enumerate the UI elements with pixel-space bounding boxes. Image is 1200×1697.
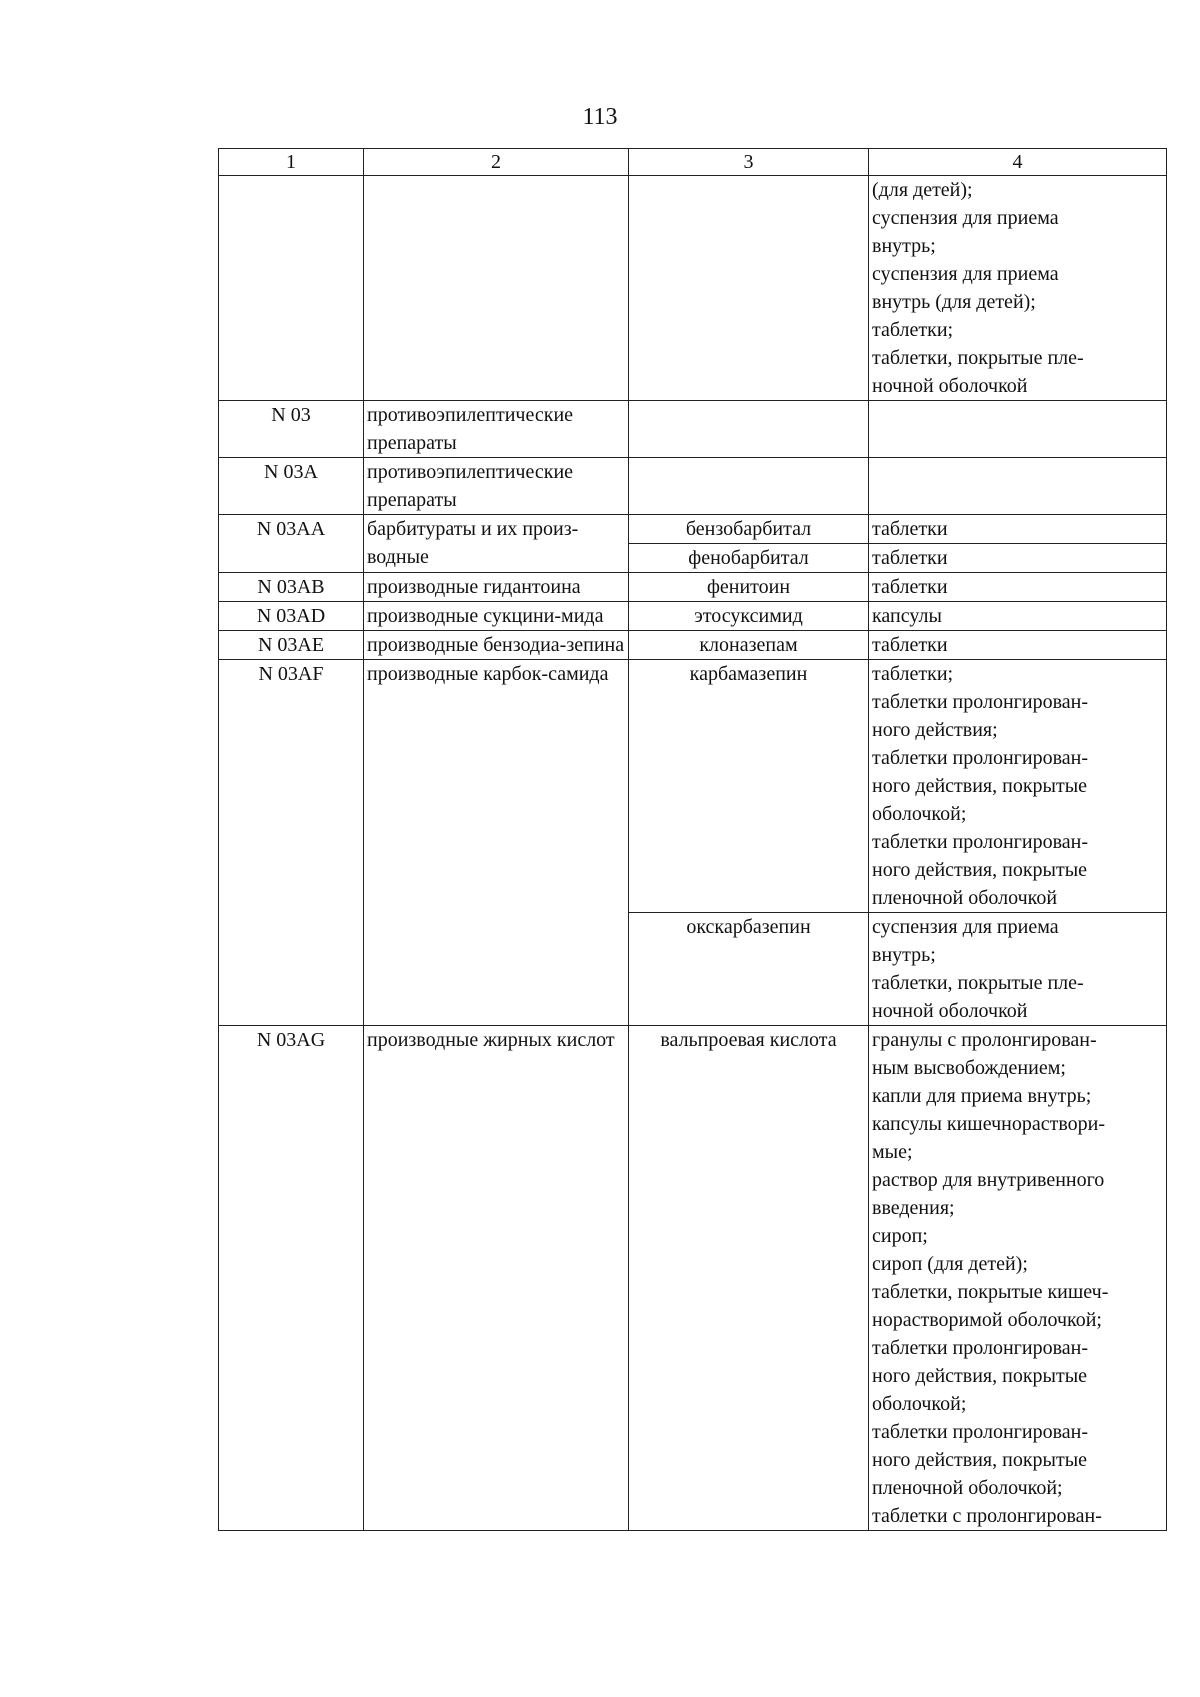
atc-code-cell — [219, 176, 364, 401]
group-cell: производные гидантоина — [364, 573, 629, 602]
forms-cell: суспензия для приема внутрь; таблетки, покрытые пле- ночной оболочкой — [869, 913, 1167, 1026]
group-cell: противоэпилептические препараты — [364, 401, 629, 458]
table-row — [219, 573, 1167, 602]
group-cell: производные карбок-самида — [364, 660, 629, 1026]
forms-cell: капсулы — [869, 602, 1167, 631]
drug-cell: бензобарбитал — [629, 515, 869, 544]
atc-code-cell: N 03AF — [219, 660, 364, 1026]
drug-cell — [629, 401, 869, 458]
table-row — [219, 401, 1167, 458]
table-row — [219, 1026, 1167, 1531]
column-header: 3 — [629, 149, 869, 176]
forms-cell: таблетки — [869, 573, 1167, 602]
atc-code-cell: N 03A — [219, 458, 364, 515]
forms-cell: таблетки — [869, 515, 1167, 544]
drug-cell: вальпроевая кислота — [629, 1026, 869, 1531]
column-header: 4 — [869, 149, 1167, 176]
forms-cell — [869, 401, 1167, 458]
table-row — [219, 602, 1167, 631]
table-row — [219, 458, 1167, 515]
forms-cell: (для детей); суспензия для приема внутрь; суспензия для приема внутрь (для детей); таблетки; таблетки, покрытые пле- ночной оболочкой — [869, 176, 1167, 401]
table-row — [219, 631, 1167, 660]
group-cell: производные сукцини-мида — [364, 602, 629, 631]
table-row — [219, 660, 1167, 913]
header-row — [219, 149, 1167, 176]
drug-cell — [629, 176, 869, 401]
table-row — [219, 515, 1167, 544]
group-cell: производные бензодиа-зепина — [364, 631, 629, 660]
forms-cell: таблетки; таблетки пролонгирован- ного действия; таблетки пролонгирован- ного действия, покрытые оболочкой; таблетки пролонгирован- ного действия, покрытые пленочной оболочкой — [869, 660, 1167, 913]
atc-code-cell: N 03 — [219, 401, 364, 458]
drug-cell: окскарбазепин — [629, 913, 869, 1026]
group-cell: барбитураты и их произ-водные — [364, 515, 629, 573]
drug-cell: этосуксимид — [629, 602, 869, 631]
atc-code-cell: N 03AE — [219, 631, 364, 660]
column-header: 1 — [219, 149, 364, 176]
drug-cell: фенобарбитал — [629, 544, 869, 573]
group-cell: противоэпилептические препараты — [364, 458, 629, 515]
forms-cell: таблетки — [869, 544, 1167, 573]
drug-cell: фенитоин — [629, 573, 869, 602]
atc-code-cell: N 03AD — [219, 602, 364, 631]
drug-cell: клоназепам — [629, 631, 869, 660]
page-number: 113 — [582, 104, 618, 130]
atc-code-cell: N 03AG — [219, 1026, 364, 1531]
group-cell: производные жирных кислот — [364, 1026, 629, 1531]
drug-cell — [629, 458, 869, 515]
column-header: 2 — [364, 149, 629, 176]
group-cell — [364, 176, 629, 401]
forms-cell: гранулы с пролонгирован- ным высвобождением; капли для приема внутрь; капсулы кишечнораствори- мые; раствор для внутривенного введения; сироп; сироп (для детей); таблетки, покрытые кишеч- норастворимой оболочкой; таблетки пролонгирован- ного действия, покрытые оболочкой; таблетки пролонгирован- ного действия, покрытые пленочной оболочкой; таблетки с пролонгирован- — [869, 1026, 1167, 1531]
forms-cell — [869, 458, 1167, 515]
atc-code-cell: N 03AB — [219, 573, 364, 602]
atc-code-cell: N 03AA — [219, 515, 364, 573]
drug-cell: карбамазепин — [629, 660, 869, 913]
table-row — [219, 176, 1167, 401]
drug-table — [218, 148, 1167, 1531]
forms-cell: таблетки — [869, 631, 1167, 660]
